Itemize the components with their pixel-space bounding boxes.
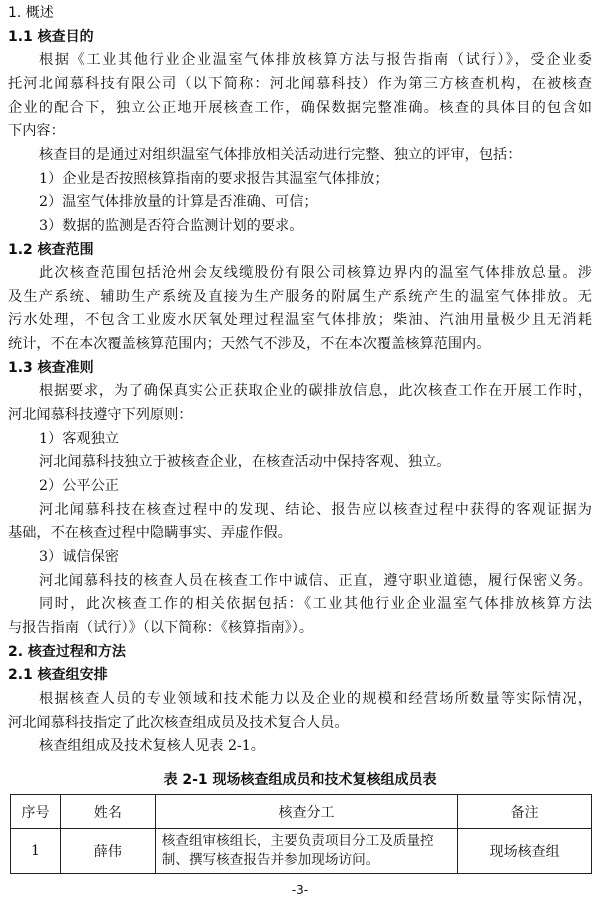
text-line: 3）诚信保密 bbox=[39, 548, 119, 565]
section-heading: 2. 核查过程和方法 bbox=[8, 643, 126, 660]
text-line: 河北闻慕科技在核查过程中的发现、结论、报告应以核查过程中获得的客观证据为 bbox=[39, 501, 592, 518]
text-line: 河北闻慕科技遵守下列原则： bbox=[8, 407, 193, 423]
text-line: 核查目的是通过对组织温室气体排放相关活动进行完整、独立的评审，包括： bbox=[39, 146, 522, 163]
page-number: -3- bbox=[291, 883, 309, 897]
section-heading: 1. 概述 bbox=[8, 5, 54, 21]
section-heading: 1.3 核查准则 bbox=[8, 359, 94, 376]
header-index: 序号 bbox=[11, 795, 61, 829]
text-line: 托河北闻慕科技有限公司（以下简称：河北闻慕科技）作为第三方核查机构，在被核查 bbox=[8, 75, 592, 92]
text-line: 河北闻慕科技的核查人员在核查工作中诚信、正直，遵守职业道德，履行保密义务。 bbox=[39, 572, 592, 589]
table-caption: 表 2-1 现场核查组成员和技术复核组成员表 bbox=[163, 772, 437, 788]
text-line: 及生产系统、辅助生产系统及直接为生产服务的附属生产系统产生的温室气体排放。无 bbox=[8, 288, 592, 305]
text-line: 下内容： bbox=[8, 123, 65, 140]
text-line: 河北闻慕科技独立于被核查企业，在核查活动中保持客观、独立。 bbox=[39, 454, 451, 471]
text-line: 2）温室气体排放量的计算是否准确、可信； bbox=[39, 194, 318, 211]
inspection-team-table bbox=[10, 794, 592, 874]
cell-duty: 核查组审核组长，主要负责项目分工及质量控制、撰写核查报告并参加现场访问。 bbox=[155, 829, 457, 874]
text-line: 河北闻慕科技指定了此次核查组成员及技术复合人员。 bbox=[8, 714, 349, 731]
text-line: 统计，不在本次覆盖核算范围内；天然气不涉及，不在本次覆盖核算范围内。 bbox=[8, 336, 491, 353]
text-line: 根据《工业其他行业企业温室气体排放核算方法与报告指南（试行）》，受企业委 bbox=[39, 52, 592, 69]
table-row bbox=[11, 829, 592, 874]
text-line: 此次核查范围包括沧州会友线缆股份有限公司核算边界内的温室气体排放总量。涉 bbox=[39, 265, 592, 282]
text-line: 与报告指南（试行）》（以下简称：《核算指南》）。 bbox=[8, 619, 314, 636]
text-line: 根据要求，为了确保真实公正获取企业的碳排放信息，此次核查工作在开展工作时， bbox=[39, 383, 592, 400]
text-line: 同时，此次核查工作的相关依据包括：《工业其他行业企业温室气体排放核算方法 bbox=[39, 596, 592, 613]
text-line: 基础，不在核查过程中隐瞒事实、弄虚作假。 bbox=[8, 525, 292, 542]
text-line: 1）客观独立 bbox=[39, 430, 119, 447]
section-heading: 1.2 核查范围 bbox=[8, 241, 94, 258]
text-line: 企业的配合下，独立公正地开展核查工作，确保数据完整准确。核查的具体目的包含如 bbox=[8, 99, 592, 116]
header-name: 姓名 bbox=[60, 795, 155, 829]
text-line: 2）公平公正 bbox=[39, 478, 119, 494]
cell-name: 薛伟 bbox=[60, 829, 155, 874]
cell-remark: 现场核查组 bbox=[458, 829, 592, 874]
text-line: 污水处理，不包含工业废水厌氧处理过程温室气体排放；柴油、汽油用量极少且无消耗 bbox=[8, 312, 592, 329]
section-heading: 2.1 核查组安排 bbox=[8, 667, 108, 684]
text-line: 3）数据的监测是否符合监测计划的要求。 bbox=[39, 217, 304, 234]
cell-index: 1 bbox=[11, 829, 61, 874]
text-line: 根据核查人员的专业领域和技术能力以及企业的规模和经营场所数量等实际情况， bbox=[39, 690, 592, 707]
table-header-row bbox=[11, 795, 592, 829]
text-line: 1）企业是否按照核算指南的要求报告其温室气体排放； bbox=[39, 170, 389, 187]
section-heading: 1.1 核查目的 bbox=[8, 28, 94, 45]
text-line: 核查组组成及技术复核人见表 2-1。 bbox=[39, 738, 265, 755]
header-remark: 备注 bbox=[458, 795, 592, 829]
header-duty: 核查分工 bbox=[155, 795, 457, 829]
